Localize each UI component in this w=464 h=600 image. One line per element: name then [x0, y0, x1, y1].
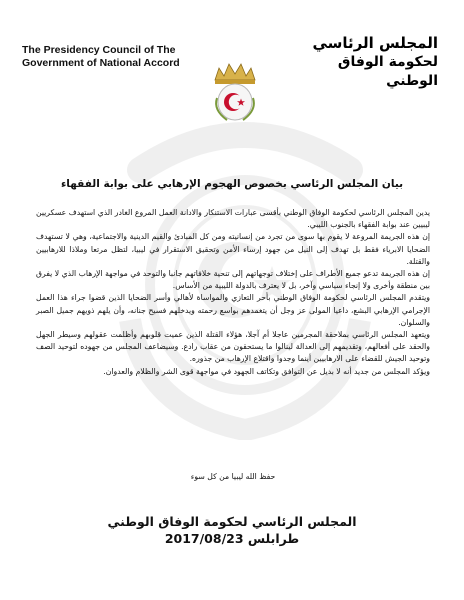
- body-paragraph: إن هذه الجريمة تدعو جميع الأطراف على إختلاف توجهاتهم إلى تنحية خلافاتهم جانبا والتوحد في مواجهة الإرهاب الذي لا يفرق بين منطقة وأخرى ولا إنجاء سياسي وآخر، بل لا يعترف بالدولة الليبية من الأساس.: [36, 269, 430, 291]
- body-paragraph: إن هذه الجريمة المروعة لا يقوم بها سوى من تجرد من إنسانيته ومن كل المبادئ والقيم الدينية والاجتماعية، وهي لا تستهدف الضحايا الابرياء فقط بل تهدف إلى النيل من جهود إرساء الأمن وتحقيق الاستقرار في ليبيا، لتظل مرتعا وملاذا للارهابيين والقتلة.: [36, 232, 430, 266]
- signature-place-date: طرابلس 2017/08/23: [164, 531, 300, 546]
- body-paragraph: ويتقدم المجلس الرئاسي لحكومة الوفاق الوطني بأحر التعازي والمواساة لأهالي وأسر الضحايا الذين قضوا جراء هذا العمل الإجرامي الإرهابي البشع، داعيا المولى عز وجل أن يتغمدهم بواسع رحمته ويدخلهم فسيح جنانه، وأن يلهم ذويهم جميل الصبر والسلوان.: [36, 293, 430, 327]
- letterhead-ar-line-2: لحكومة الوفاق الوطني: [337, 54, 438, 89]
- letterhead-en-line-2: Government of National Accord: [22, 57, 180, 69]
- letterhead-ar-line-1: المجلس الرئاسي: [312, 34, 438, 52]
- body-paragraph: ويؤكد المجلس من جديد أنه لا بديل عن التوافق وتكاتف الجهود في مواجهة قوى الشر والظلام والعدوان.: [103, 366, 430, 376]
- letterhead-en-line-1: The Presidency Council of The: [22, 44, 176, 56]
- signature-issuer: المجلس الرئاسي لحكومة الوفاق الوطني: [107, 514, 357, 529]
- statement-body: [36, 207, 430, 378]
- closing-prayer: حفظ الله ليبيا من كل سوء: [190, 472, 276, 481]
- body-paragraph: يدين المجلس الرئاسي لحكومة الوفاق الوطني بأقسى عبارات الاستنكار والادانة العمل المروع الغادر الذي استهدف عسكريين ليبيين عند بوابة الفقهاء بالجنوب الليبي.: [36, 208, 430, 230]
- statement-title: بيان المجلس الرئاسي بخصوص الهجوم الإرهابي على بوابة الفقهاء: [60, 178, 404, 190]
- body-paragraph: ويتعهد المجلس الرئاسي بملاحقة المجرمين عاجلا أم آجلا، هؤلاء القتلة الذين عميت قلوبهم وأظلمت عقولهم وسيطر الجهل والحقد على أفعالهم، وتقديمهم إلى العدالة لينالوا ما يستحقون من عقاب رادع. وسيضاعف المجلس من جهوده لتوحيد الصف وتوحيد الجيش للقضاء على الارهابيين أينما وجدوا واقتلاع الإرهاب من جذوره.: [36, 330, 430, 364]
- arabic-letterhead: [288, 34, 438, 91]
- english-letterhead: [22, 44, 192, 70]
- signature-block: [40, 514, 424, 548]
